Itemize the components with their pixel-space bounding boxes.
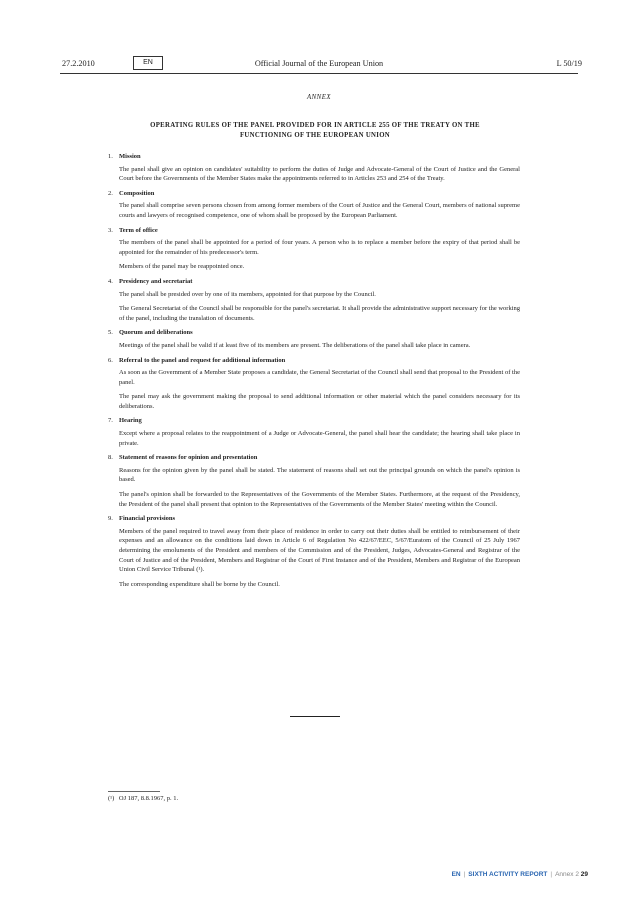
section-title: Mission	[119, 153, 141, 160]
page-number: 29	[580, 871, 588, 878]
journal-title: Official Journal of the European Union	[254, 59, 384, 68]
section-number: 1.	[108, 153, 113, 160]
page-footer	[452, 871, 588, 878]
header-date: 27.2.2010	[62, 59, 95, 68]
footnote	[108, 795, 178, 802]
section-paragraph: Except where a proposal relates to the reappointment of a Judge or Advocate-General, the panel shall hear the candidate; the hearing shall take place in private.	[119, 430, 520, 447]
rule-section	[108, 356, 520, 412]
rules-content	[108, 152, 520, 594]
section-paragraph: The General Secretariat of the Council shall be responsible for the panel's secretariat. It shall provide the administrative support necessary for the working of the panel, including the translation of documents.	[119, 305, 520, 322]
section-heading	[108, 152, 520, 162]
journal-reference: L 50/19	[556, 59, 582, 68]
section-paragraph: Meetings of the panel shall be valid if at least five of its members are present. The deliberations of the panel shall take place in camera.	[119, 341, 471, 349]
footer-report-title: SIXTH ACTIVITY REPORT	[468, 871, 548, 878]
section-paragraph: As soon as the Government of a Member State proposes a candidate, the General Secretariat of the Council shall send that proposal to the President of the panel.	[119, 369, 520, 386]
section-title: Hearing	[119, 417, 142, 425]
section-paragraph: The corresponding expenditure shall be borne by the Council.	[119, 580, 280, 588]
rule-section	[108, 514, 520, 589]
section-heading	[108, 453, 520, 463]
section-paragraph: The panel shall comprise seven persons chosen from among former members of the Court of Justice and the General Court, members of national supreme courts and lawyers of recognised competence, one of whom shall be proposed by the European Parliament.	[119, 202, 520, 219]
section-heading	[108, 277, 520, 287]
section-title: Presidency and secretariat	[119, 277, 193, 285]
rule-section	[108, 277, 520, 323]
section-title: Term of office	[119, 226, 158, 234]
footer-language: EN	[451, 871, 461, 878]
rule-section	[108, 453, 520, 509]
document-title	[110, 121, 520, 141]
section-heading	[108, 514, 520, 524]
section-paragraph: Members of the panel may be reappointed once.	[119, 263, 245, 271]
section-number: 3.	[108, 226, 113, 234]
section-heading	[108, 189, 520, 199]
section-title: Statement of reasons for opinion and presentation	[119, 454, 258, 462]
section-number: 8.	[108, 454, 113, 462]
rule-section	[108, 189, 520, 221]
footer-separator: |	[463, 871, 466, 878]
footer-separator: |	[550, 871, 553, 878]
footnote-mark: (¹)	[108, 795, 115, 802]
document-title-line-2: FUNCTIONING OF THE EUROPEAN UNION	[239, 132, 390, 139]
section-number: 4.	[108, 277, 113, 285]
journal-header	[0, 59, 638, 73]
section-title: Financial provisions	[119, 515, 176, 523]
rule-section	[108, 226, 520, 272]
header-rule	[60, 73, 578, 74]
section-paragraph: The panel's opinion shall be forwarded to the Representatives of the Governments of the Member States. Furthermore, at the request of the Presidency, the President of the panel shall present that opinion to the Representatives of the Governments of the Member States' meeting within the Council.	[119, 491, 520, 508]
rule-section	[108, 328, 520, 350]
section-heading	[108, 356, 520, 366]
section-paragraph: The panel may ask the government making the proposal to send additional information or other material which the panel considers necessary for its deliberations.	[119, 393, 520, 410]
rule-section	[108, 416, 520, 448]
section-number: 6.	[108, 356, 113, 364]
section-heading	[108, 416, 520, 426]
section-heading	[108, 328, 520, 338]
end-rule	[290, 716, 340, 717]
annex-label: ANNEX	[306, 94, 332, 101]
footnote-rule	[108, 791, 160, 792]
section-number: 9.	[108, 515, 113, 523]
section-title: Referral to the panel and request for additional information	[119, 356, 286, 364]
section-paragraph: The panel shall give an opinion on candidates' suitability to perform the duties of Judge and Advocate-General of the Court of Justice and the General Court before the Governments of the Member States make the appointments referred to in Articles 253 and 254 of the Treaty.	[119, 165, 520, 183]
rule-section	[108, 152, 520, 184]
section-heading	[108, 226, 520, 236]
footer-annex: Annex 2	[555, 871, 579, 878]
section-paragraph: Members of the panel required to travel away from their place of residence in order to carry out their duties shall be entitled to reimbursement of their expenses and an allowance on the conditions laid down in Article 6 of Regulation No 422/67/EEC, 5/67/Euratom of the Council of 25 July 1967 determining the emoluments of the President and members of the Commission and of the President, Judges, Advocates-General and Registrar of the Court of Justice and of the President, Members and Registrar of the Court of First Instance and of the President, Members and Registrar of the European Union Civil Service Tribunal (¹).	[119, 527, 520, 574]
section-title: Quorum and deliberations	[119, 329, 193, 337]
section-paragraph: Reasons for the opinion given by the panel shall be stated. The statement of reasons shall set out the principal grounds on which the panel's opinion is based.	[119, 466, 520, 484]
section-paragraph: The panel shall be presided over by one of its members, appointed for that purpose by the Council.	[119, 290, 376, 298]
footnote-text: OJ 187, 8.8.1967, p. 1.	[118, 795, 179, 802]
section-number: 7.	[108, 417, 113, 425]
section-number: 2.	[108, 189, 113, 197]
section-title: Composition	[119, 189, 155, 197]
section-paragraph: The members of the panel shall be appointed for a period of four years. A person who is to replace a member before the expiry of that period shall be appointed for the remainder of his predecessor's term.	[119, 239, 520, 256]
language-badge: EN	[133, 56, 163, 70]
document-title-line-1: OPERATING RULES OF THE PANEL PROVIDED FOR IN ARTICLE 255 OF THE TREATY ON THE	[150, 122, 480, 129]
section-number: 5.	[108, 329, 113, 337]
